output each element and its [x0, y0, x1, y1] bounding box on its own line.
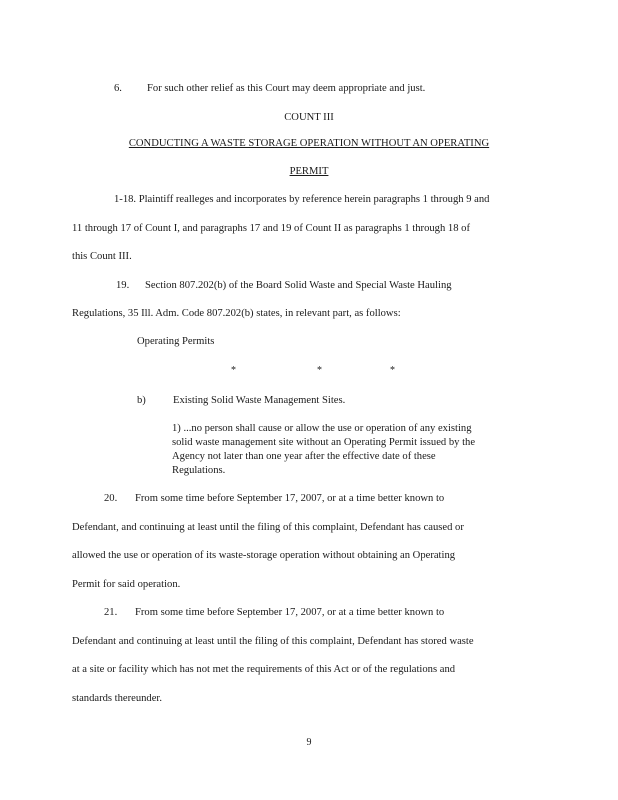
para-19-number: 19. — [116, 280, 130, 291]
ellipsis-star: * — [317, 365, 322, 376]
ellipsis-star: * — [390, 365, 395, 376]
quote-body-line: Agency not later than one year after the effective date of these — [172, 451, 436, 462]
page-number: 9 — [306, 737, 312, 748]
quote-body-line: Regulations. — [172, 465, 226, 476]
count-title-line-2: PERMIT — [289, 166, 329, 177]
para-21-line: standards thereunder. — [72, 693, 163, 704]
quote-body-line: 1) ...no person shall cause or allow the use or operation of any existing — [172, 423, 472, 434]
para-21-line: Defendant and continuing at least until the filing of this complaint, Defendant has stored waste — [72, 636, 474, 647]
para-19-line: Regulations, 35 Ill. Adm. Code 807.202(b) states, in relevant part, as follows: — [72, 308, 401, 319]
quote-heading: Operating Permits — [137, 336, 215, 347]
count-heading: COUNT III — [284, 112, 334, 123]
item-text: For such other relief as this Court may deem appropriate and just. — [147, 83, 426, 94]
para-20-line: Defendant, and continuing at least until the filing of this complaint, Defendant has caused or — [72, 522, 464, 533]
para-1-18-line: 1-18. Plaintiff realleges and incorporates by reference herein paragraphs 1 through 9 and — [114, 194, 490, 205]
para-21-line: From some time before September 17, 2007, or at a time better known to — [135, 607, 445, 618]
para-21-number: 21. — [104, 607, 118, 618]
para-20-line: allowed the use or operation of its waste-storage operation without obtaining an Operating — [72, 550, 456, 561]
ellipsis-star: * — [231, 365, 236, 376]
para-20-line: From some time before September 17, 2007, or at a time better known to — [135, 493, 445, 504]
quote-body-line: solid waste management site without an Operating Permit issued by the — [172, 437, 476, 448]
para-19-line: Section 807.202(b) of the Board Solid Waste and Special Waste Hauling — [145, 280, 452, 291]
quote-sub-label: b) — [137, 395, 146, 406]
para-21-line: at a site or facility which has not met the requirements of this Act or of the regulations and — [72, 664, 456, 675]
para-20-number: 20. — [104, 493, 118, 504]
count-title-line-1: CONDUCTING A WASTE STORAGE OPERATION WITHOUT AN OPERATING — [128, 138, 490, 149]
para-1-18-line: this Count III. — [72, 251, 132, 262]
para-20-line: Permit for said operation. — [72, 579, 181, 590]
item-number: 6. — [114, 83, 122, 94]
quote-sub-title: Existing Solid Waste Management Sites. — [173, 395, 346, 406]
para-1-18-line: 11 through 17 of Count I, and paragraphs 17 and 19 of Count II as paragraphs 1 through 18 of — [72, 223, 470, 234]
